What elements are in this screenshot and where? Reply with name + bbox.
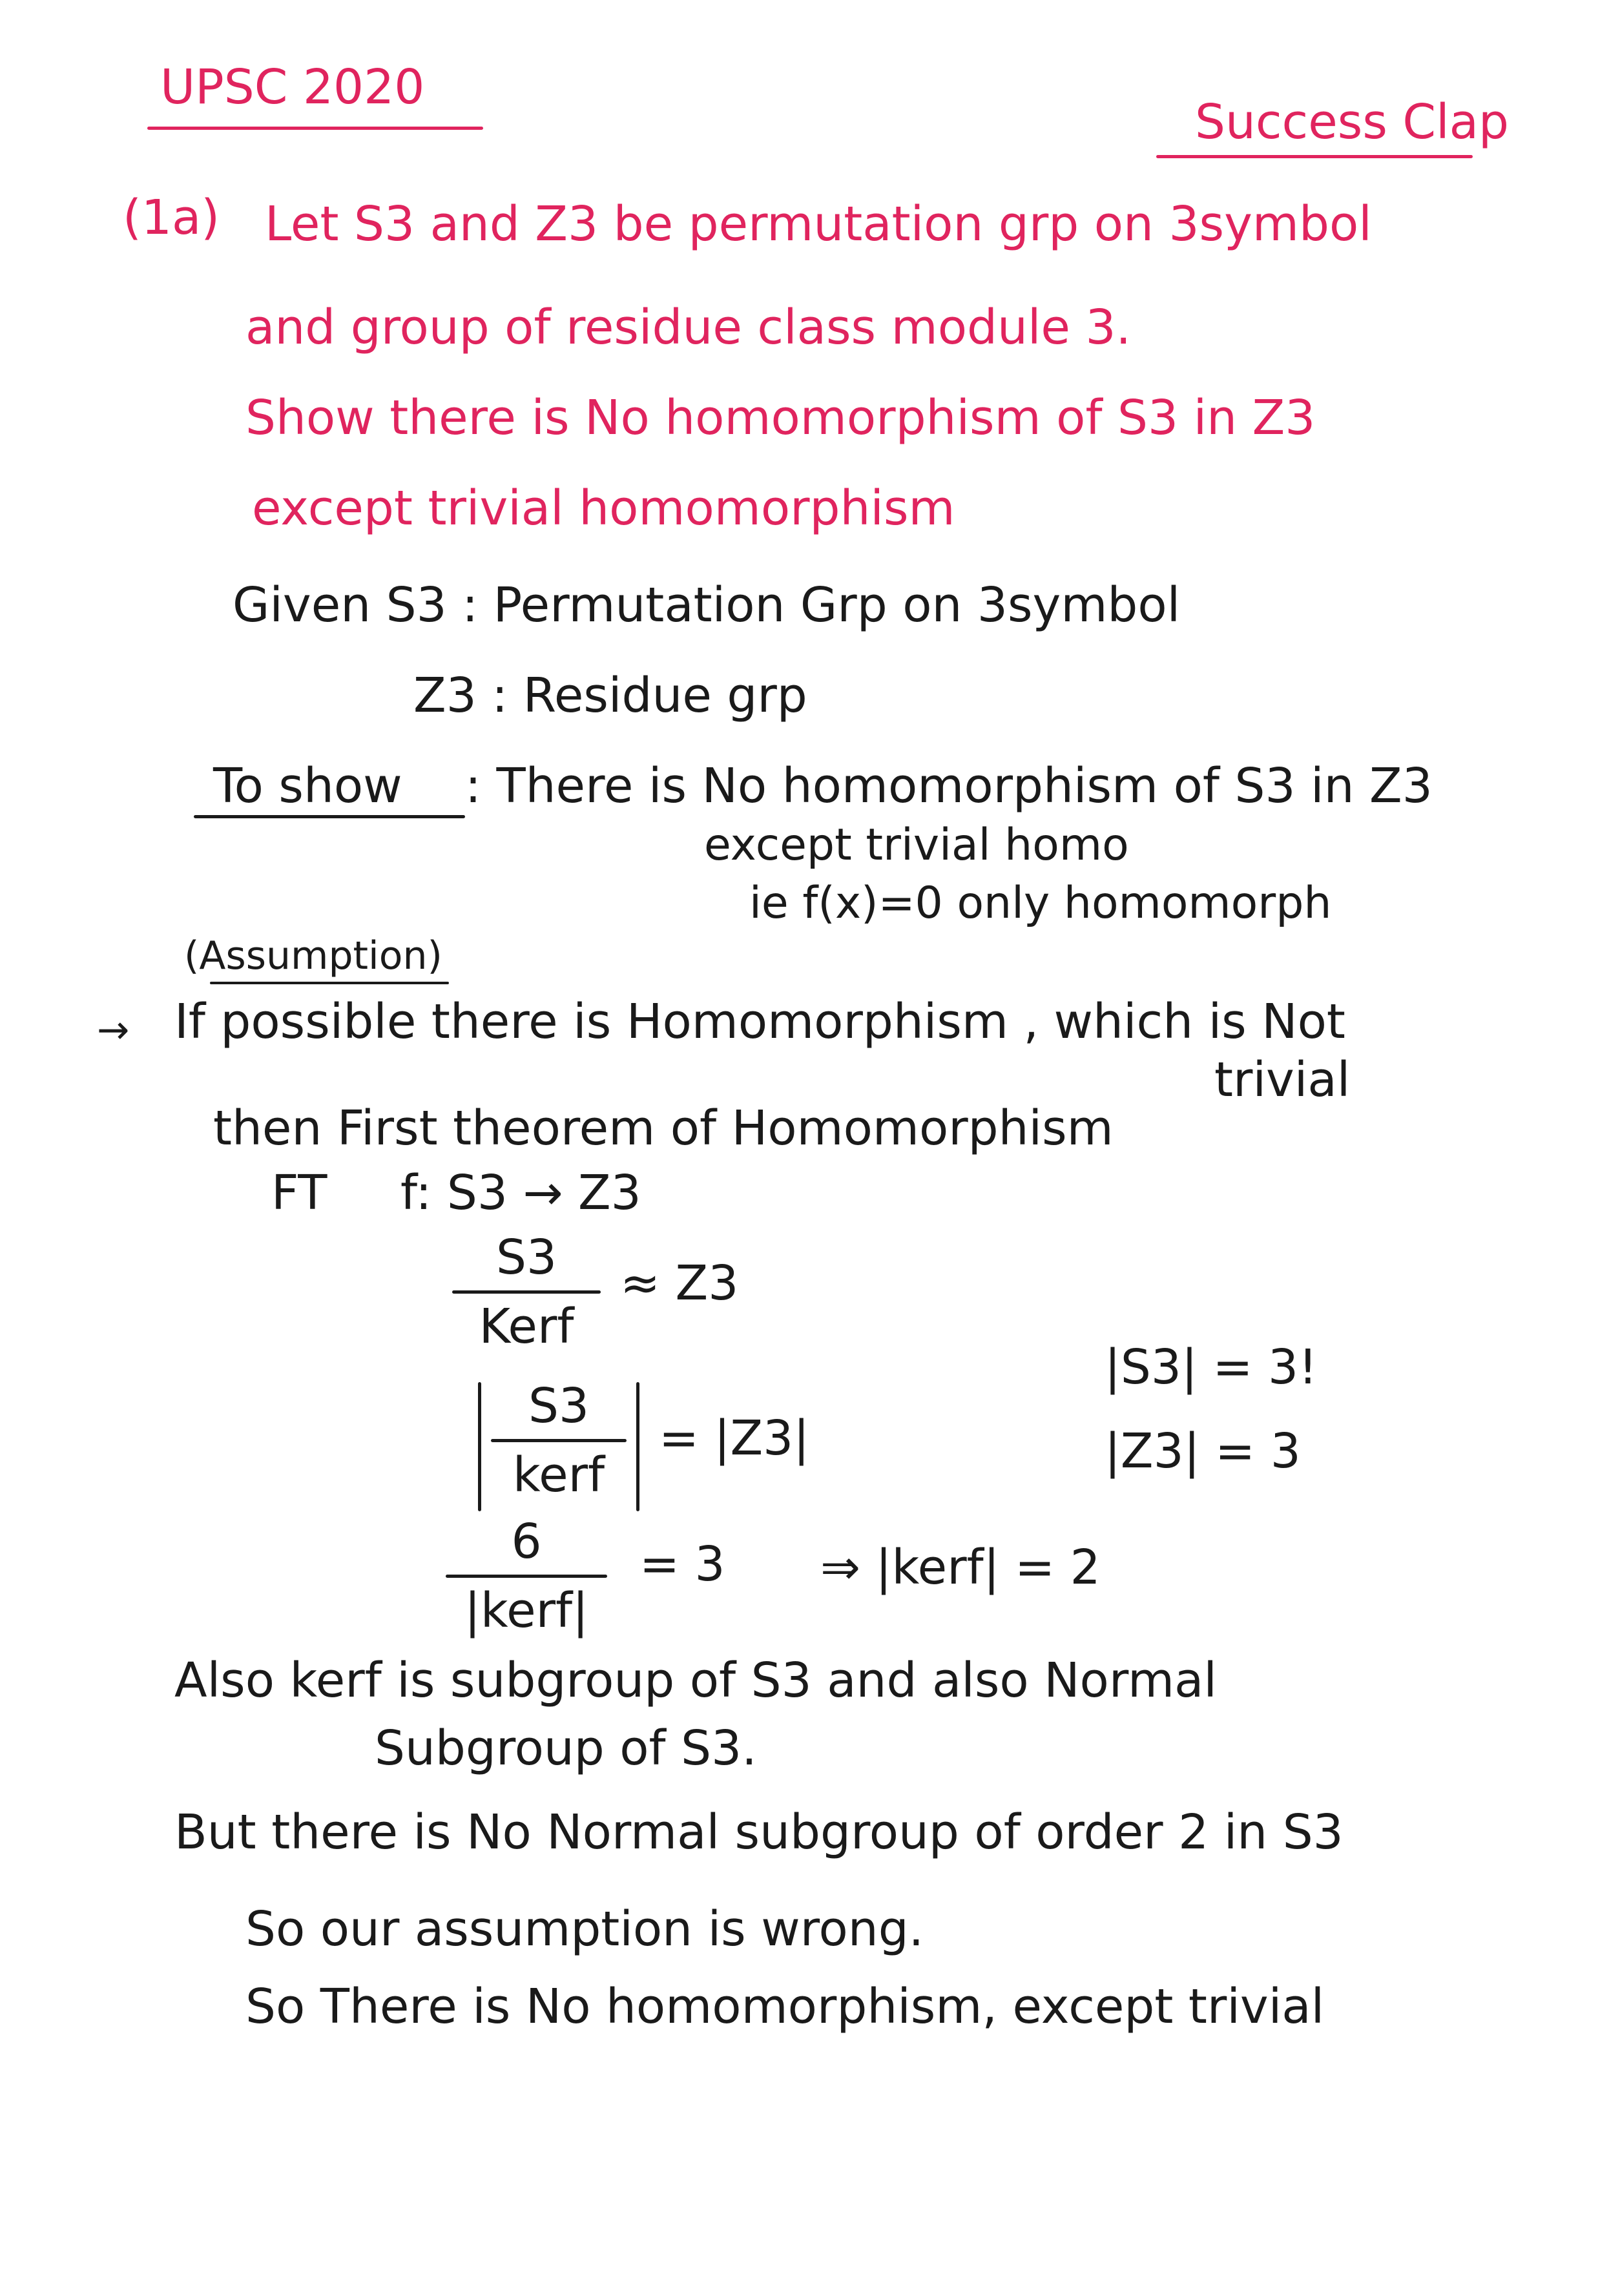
calc-result: ⇒ |kerf| = 2 [820, 1540, 1101, 1595]
isomorphism-rhs: ≈ Z3 [620, 1256, 739, 1311]
so-line-2: So There is No homomorphism, except trivial [245, 1979, 1325, 2034]
question-line-4: except trivial homomorphism [252, 481, 955, 536]
order-s3: |S3| = 3! [1105, 1339, 1318, 1395]
abs-fraction [491, 1378, 627, 1503]
calc-denominator: |kerf| [464, 1583, 589, 1639]
page-title: UPSC 2020 [160, 59, 425, 115]
iso-numerator: S3 [495, 1230, 557, 1285]
arrow-icon: → [97, 1008, 130, 1053]
title-underline [147, 127, 483, 130]
isomorphism-fraction [452, 1230, 601, 1354]
assumption-underline [210, 982, 449, 984]
order-z3: |Z3| = 3 [1105, 1423, 1301, 1479]
to-show-line-2: except trivial homo [704, 820, 1129, 871]
question-number: (1a) [123, 190, 220, 245]
brand-name: Success Clap [1195, 94, 1509, 150]
given-line-1: Given S3 : Permutation Grp on 3symbol [233, 577, 1181, 633]
to-show-underline [194, 815, 465, 818]
to-show-label: To show [213, 758, 402, 814]
question-line-3: Show there is No homomorphism of S3 in Z3 [245, 390, 1316, 446]
also-line-2: Subgroup of S3. [375, 1721, 757, 1776]
assumption-label: (Assumption) [184, 933, 442, 978]
calc-fraction [446, 1514, 607, 1639]
question-line-2: and group of residue class module 3. [245, 300, 1132, 355]
question-line-1: Let S3 and Z3 be permutation grp on 3symbol [265, 196, 1372, 252]
iso-fraction-bar [452, 1290, 601, 1294]
iso-denominator: Kerf [479, 1299, 574, 1354]
mapping: f: S3 → Z3 [400, 1165, 641, 1221]
assumption-line-1: If possible there is Homomorphism , which is Not [174, 994, 1345, 1050]
abs-fraction-bar [491, 1439, 627, 1442]
abs-right-bar [636, 1382, 639, 1511]
so-line-1: So our assumption is wrong. [245, 1901, 924, 1957]
calc-equals: = 3 [639, 1536, 725, 1592]
abs-left-bar [478, 1382, 481, 1511]
theorem-line: then First theorem of Homomorphism [213, 1101, 1114, 1156]
calc-numerator: 6 [511, 1514, 542, 1569]
brand-underline [1156, 155, 1473, 158]
to-show-text: : There is No homomorphism of S3 in Z3 [465, 758, 1433, 814]
but-line: But there is No Normal subgroup of order 2 in S3 [174, 1805, 1344, 1860]
given-line-2: Z3 : Residue grp [413, 668, 807, 723]
to-show-line-3: ie f(x)=0 only homomorph [749, 878, 1332, 929]
abs-rhs: = |Z3| [659, 1411, 810, 1466]
also-line-1: Also kerf is subgroup of S3 and also Normal [174, 1653, 1217, 1708]
abs-numerator: S3 [528, 1378, 590, 1434]
assumption-line-1b: trivial [1214, 1052, 1351, 1108]
calc-fraction-bar [446, 1575, 607, 1578]
fundamental-theorem-abbr: FT [271, 1165, 327, 1221]
abs-denominator: kerf [512, 1447, 605, 1503]
